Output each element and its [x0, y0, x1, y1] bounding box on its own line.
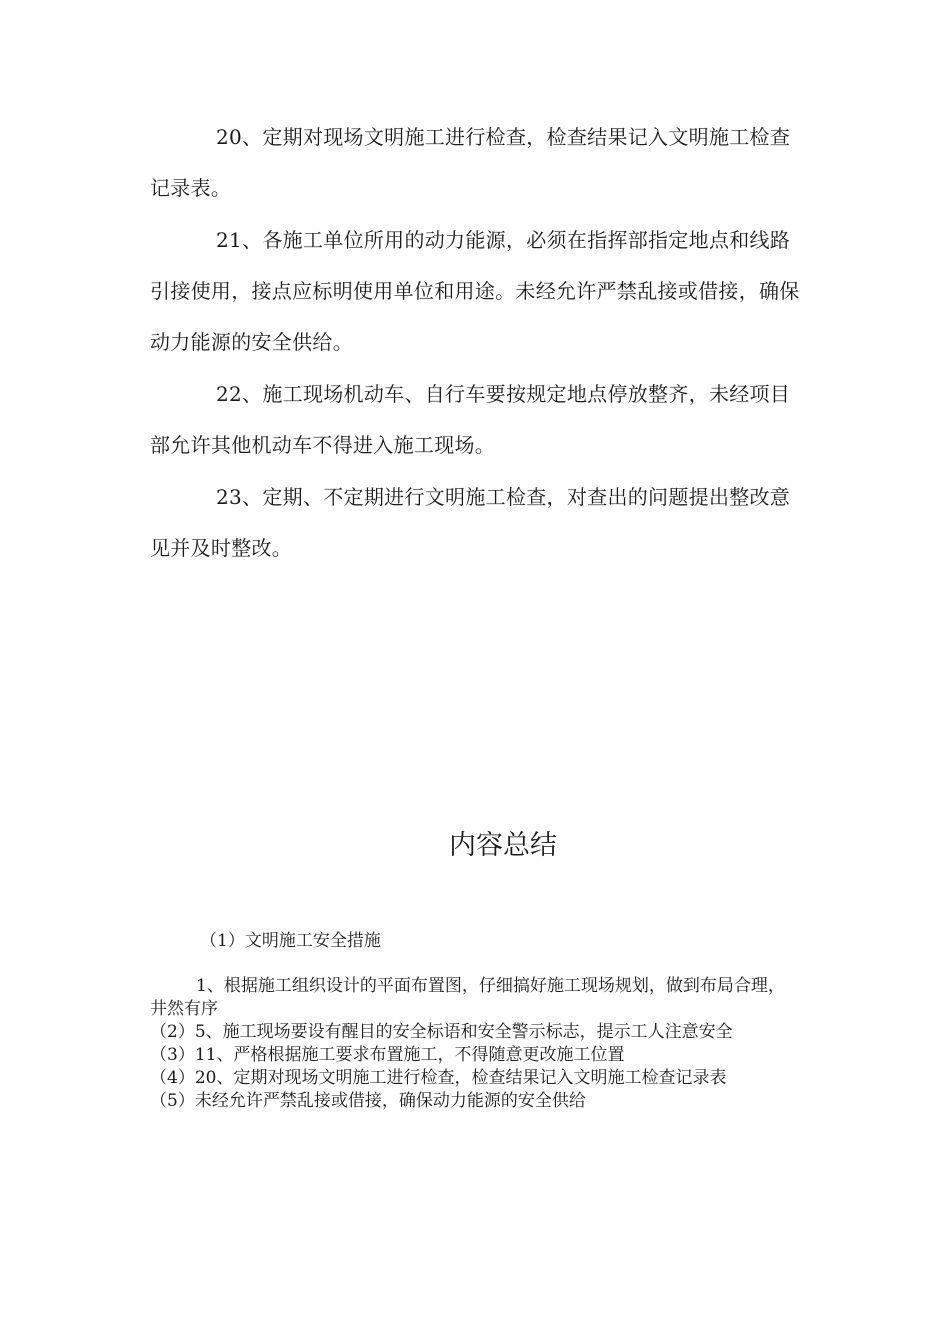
summary-item-5: （5）未经允许严禁乱接或借接，确保动力能源的安全供给	[150, 1091, 586, 1111]
summary-item-4: （4）20、定期对现场文明施工进行检查，检查结果记入文明施工检查记录表	[150, 1068, 727, 1088]
summary-item-2: （2）5、施工现场要设有醒目的安全标语和安全警示标志，提示工人注意安全	[150, 1022, 733, 1042]
summary-title: 内容总结	[449, 830, 557, 861]
summary-list	[150, 975, 795, 1113]
paragraph-23: 23、定期、不定期进行文明施工检查，对查出的问题提出整改意见并及时整改。	[150, 485, 791, 560]
summary-heading: （1）文明施工安全措施	[200, 931, 381, 951]
paragraph-21: 21、各施工单位所用的动力能源，必须在指挥部指定地点和线路引接使用，接点应标明使用单位和用途。未经允许严禁乱接或借接，确保动力能源的安全供给。	[150, 228, 800, 354]
summary-item-1: 1、根据施工组织设计的平面布置图，仔细搞好施工现场规划，做到布局合理，井然有序	[150, 976, 785, 1019]
summary-item-3: （3）11、严格根据施工要求布置施工，不得随意更改施工位置	[150, 1045, 625, 1065]
paragraph-20: 20、定期对现场文明施工进行检查，检查结果记入文明施工检查记录表。	[150, 125, 791, 200]
paragraph-22: 22、施工现场机动车、自行车要按规定地点停放整齐，未经项目部允许其他机动车不得进入施工现场。	[150, 382, 791, 457]
